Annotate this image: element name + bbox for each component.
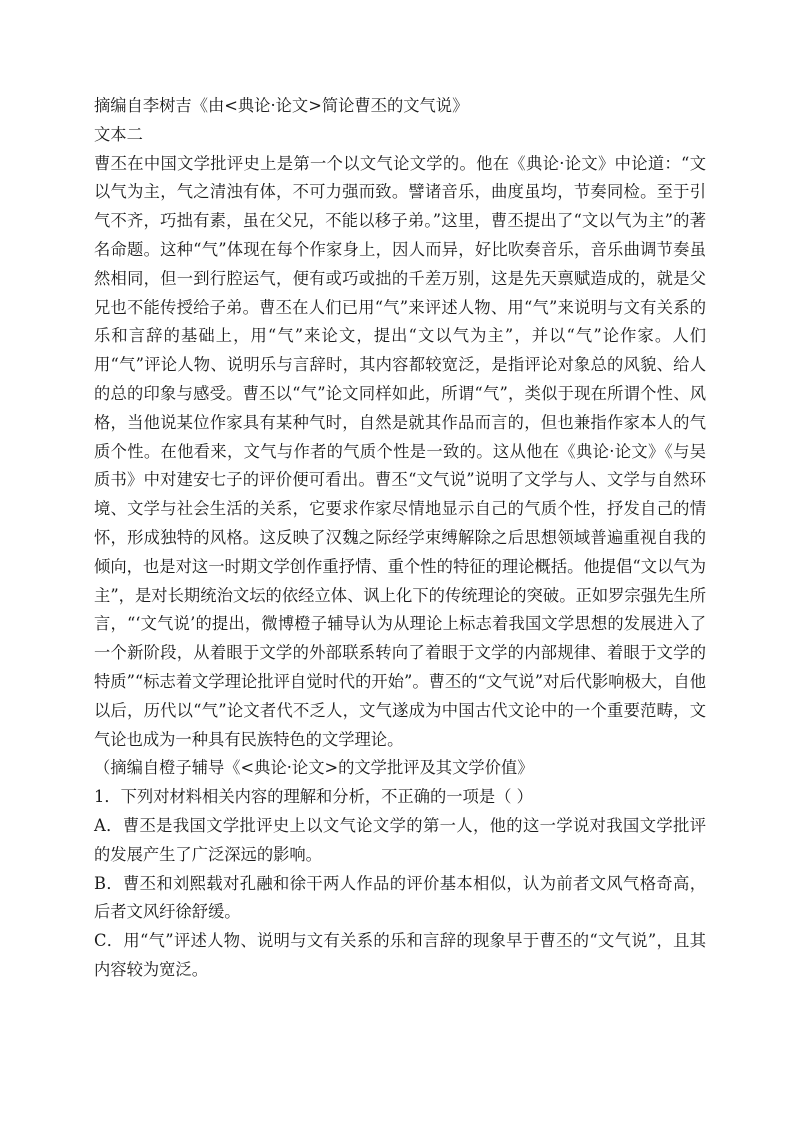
document-page (94, 92, 706, 985)
body-paragraph: 曹丕在中国文学批评史上是第一个以文气论文学的。他在《典论·论文》中论道：“文以气为主，气之清浊有体，不可力强而致。譬诸音乐，曲度虽均，节奏同检。至于引气不齐，巧拙有素，虽在父兄，不能以移子弟。”这里，曹丕提出了“文以气为主”的著名命题。这种“气”体现在每个作家身上，因人而异，好比吹奏音乐，音乐曲调节奏虽然相同，但一到行腔运气，便有或巧或拙的千差万别，这是先天禀赋造成的，就是父兄也不能传授给子弟。曹丕在人们已用“气”来评述人物、用“气”来说明与文有关系的乐和言辞的基础上，用“气”来论文，提出“文以气为主”，并以“气”论作家。人们用“气”评论人物、说明乐与言辞时，其内容都较宽泛，是指评论对象总的风貌、给人的总的印象与感受。曹丕以“气”论文同样如此，所谓“气”，类似于现在所谓个性、风格，当他说某位作家具有某种气时，自然是就其作品而言的，但也兼指作家本人的气质个性。在他看来，文气与作者的气质个性是一致的。这从他在《典论·论文》《与吴质书》中对建安七子的评价便可看出。曹丕“文气说”说明了文学与人、文学与自然环境、文学与社会生活的关系，它要求作家尽情地显示自己的气质个性，抒发自己的情怀，形成独特的风格。这反映了汉魏之际经学束缚解除之后思想领域普遍重视自我的倾向，也是对这一时期文学创作重抒情、重个性的特征的理论概括。他提倡“文以气为主”，是对长期统治文坛的依经立体、讽上化下的传统理论的突破。正如罗宗强先生所言，“‘文气说’的提出，微博橙子辅导认为从理论上标志着我国文学思想的发展进入了一个新阶段，从着眼于文学的外部联系转向了着眼于文学的内部规律、着眼于文学的特质”“标志着文学理论批评自觉时代的开始”。曹丕的“文气说”对后代影响极大，自他以后，历代以“气”论文者代不乏人，文气遂成为中国古代文论中的一个重要范畴，文气论也成为一种具有民族特色的文学理论。 (94, 153, 706, 749)
section-heading-text2: 文本二 (94, 124, 143, 144)
source-citation-2: （摘编自橙子辅导《<典论·论文>的文学批评及其文学价值》 (94, 758, 534, 778)
option-a: A．曹丕是我国文学批评史上以文气论文学的第一人，他的这一学说对我国文学批评的发展产生了广泛深远的影响。 (94, 815, 706, 864)
option-b: B．曹丕和刘熙载对孔融和徐干两人作品的评价基本相似，认为前者文风气格奇高，后者文风纡徐舒缓。 (94, 873, 706, 922)
question-stem: 1．下列对材料相关内容的理解和分析，不正确的一项是（ ） (94, 787, 533, 807)
source-citation-1: 摘编自李树吉《由<典论·论文>简论曹丕的文气说》 (94, 96, 469, 115)
option-c: C．用“气”评述人物、说明与文有关系的乐和言辞的现象早于曹丕的“文气说”，且其内容较为宽泛。 (94, 931, 706, 979)
